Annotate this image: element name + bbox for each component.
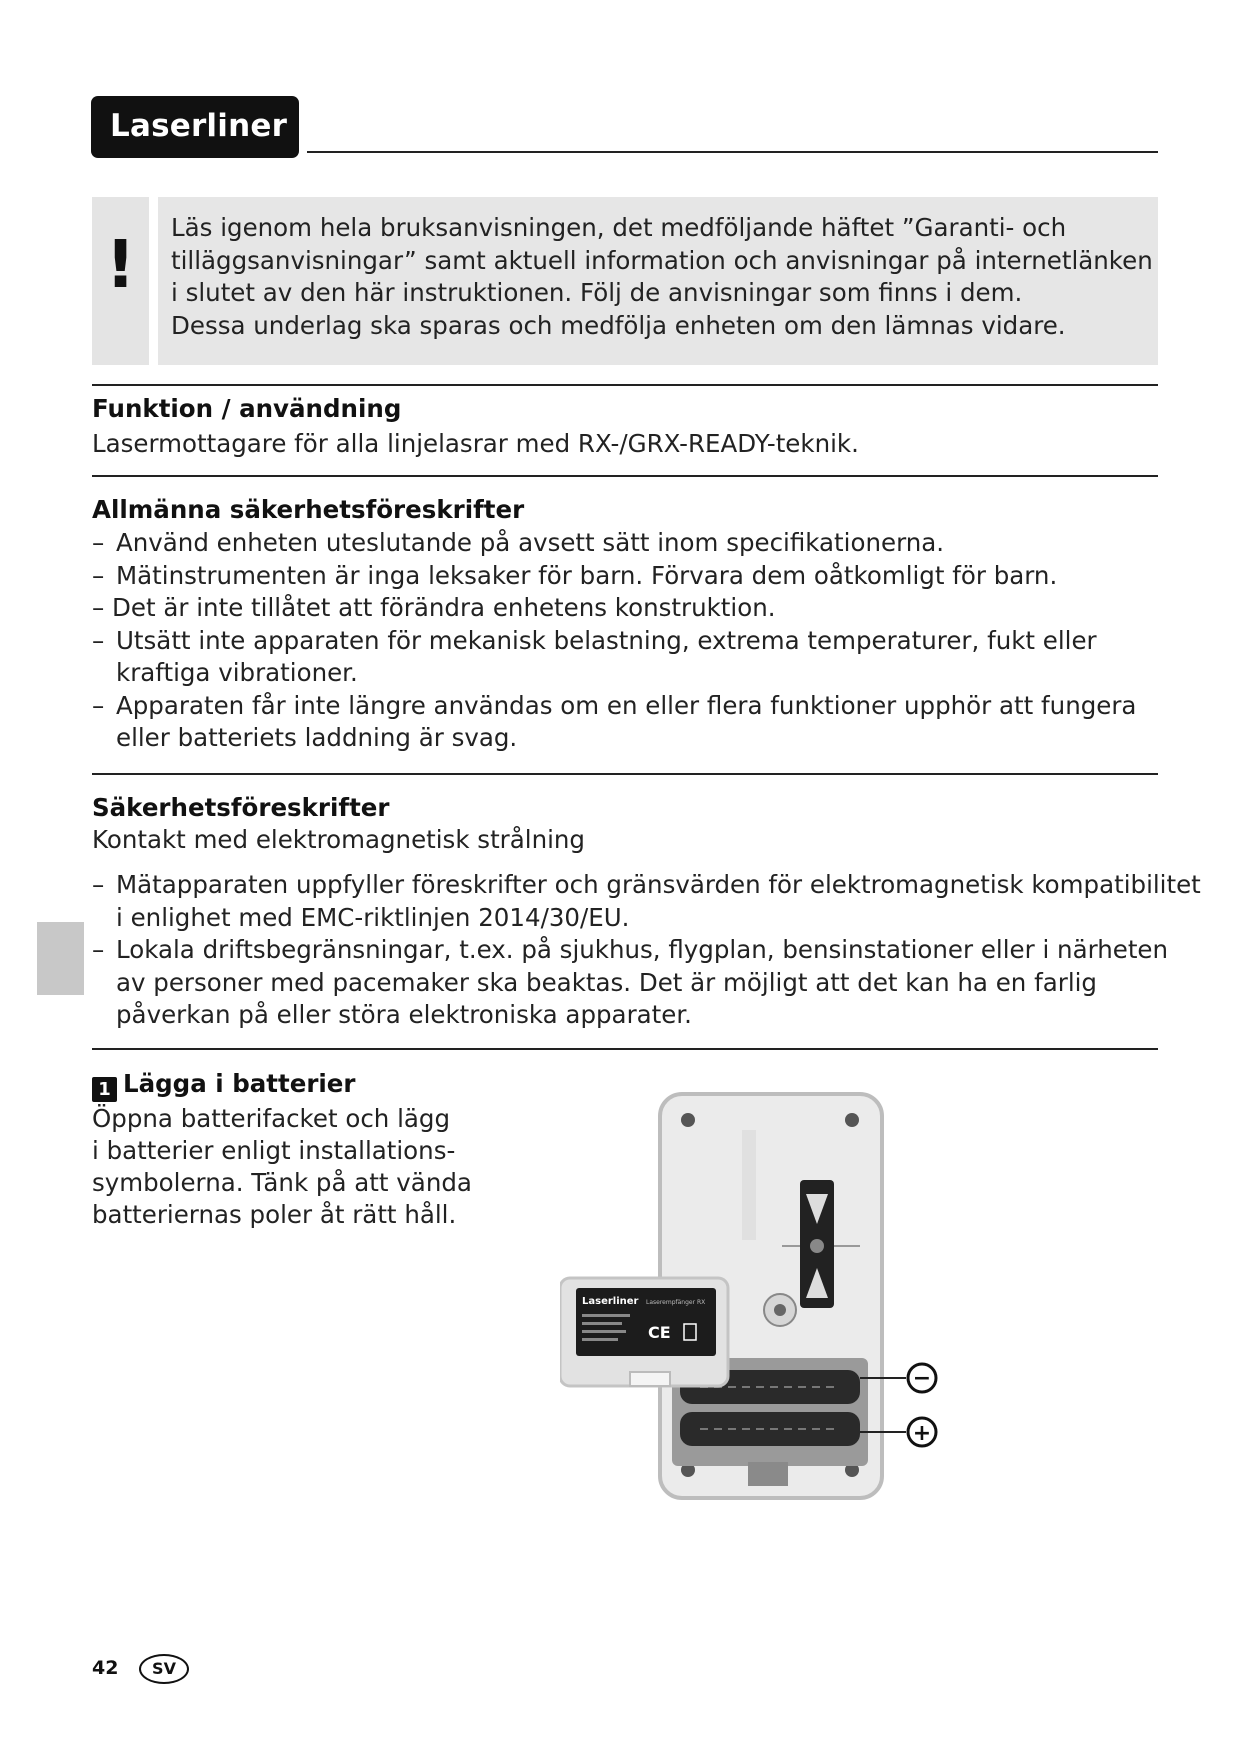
notice-line: i slutet av den här instruktionen. Följ de anvisningar som finns i dem.: [171, 278, 1023, 307]
notice-line: tilläggsanvisningar” samt aktuell information och anvisningar på internetlänken: [171, 245, 1153, 275]
general-safety-heading: Allmänna säkerhetsföreskrifter: [92, 495, 525, 524]
function-heading: Funktion / användning: [92, 394, 402, 423]
step-number-badge: 1: [92, 1077, 117, 1102]
batteries-heading-text: Lägga i batterier: [123, 1069, 356, 1098]
plus-pole-icon: +: [912, 1421, 932, 1446]
language-badge: SV: [139, 1654, 189, 1684]
header-rule: [307, 151, 1158, 153]
safety-list: [92, 869, 1201, 1032]
section-divider: [92, 475, 1158, 477]
page-number: 42: [92, 1657, 119, 1679]
safety-subheading: Kontakt med elektromagnetisk strålning: [92, 825, 585, 854]
list-item: – Mätinstrumenten är inga leksaker för barn. Förvara dem oåtkomligt för barn.: [92, 560, 1058, 590]
ce-mark: CE: [648, 1323, 671, 1342]
list-item: – Använd enheten uteslutande på avsett sätt inom specifikationerna.: [92, 528, 945, 557]
battery-compartment-image: [560, 1090, 980, 1520]
section-divider: [92, 773, 1158, 775]
minus-pole-icon: −: [912, 1366, 932, 1391]
exclamation-icon: !: [105, 226, 136, 303]
brand-logo: [93, 98, 297, 156]
section-divider: [92, 384, 1158, 386]
list-item: – Lokala driftsbegränsningar, t.ex. på sjukhus, flygplan, bensinstationer eller i närheten av personer med pacemaker ska beaktas. Det är möjligt att det kan ha en farlig påverkan på eller störa elektroniska apparater.: [92, 935, 1169, 1029]
brand-logo-text: Laserliner: [110, 108, 288, 144]
batteries-text: Öppna batterifacket och lägg i batterier enligt installations- symbolerna. Tänk på att vända batteriernas poler åt rätt håll.: [92, 1104, 472, 1229]
section-divider: [92, 1048, 1158, 1050]
notice-text: [171, 212, 1151, 342]
list-item: – Det är inte tillåtet att förändra enhetens konstruktion.: [92, 593, 776, 622]
function-text: Lasermottagare för alla linjelasrar med RX-/GRX-READY-teknik.: [92, 429, 859, 458]
list-item: – Utsätt inte apparaten för mekanisk belastning, extrema temperaturer, fukt eller kraftiga vibrationer.: [92, 625, 1097, 687]
general-safety-list: [92, 527, 1172, 755]
list-item: – Mätapparaten uppfyller föreskrifter och gränsvärden för elektromagnetisk kompatibilitet i enlighet med EMC-riktlinjen 2014/30/EU.: [92, 870, 1201, 932]
cover-label-brand: Laserliner: [582, 1296, 639, 1307]
list-item: – Apparaten får inte längre användas om en eller flera funktioner upphör att fungera eller batteriets laddning är svag.: [92, 690, 1137, 752]
notice-line: Dessa underlag ska sparas och medfölja enheten om den lämnas vidare.: [171, 310, 1066, 340]
cover-label-product: Laserempfänger RX: [646, 1299, 706, 1306]
notice-line: Läs igenom hela bruksanvisningen, det medföljande häftet ”Garanti- och: [171, 213, 1067, 242]
batteries-heading: [92, 1069, 356, 1102]
safety-heading: Säkerhetsföreskrifter: [92, 793, 390, 822]
chapter-tab: [37, 922, 84, 995]
